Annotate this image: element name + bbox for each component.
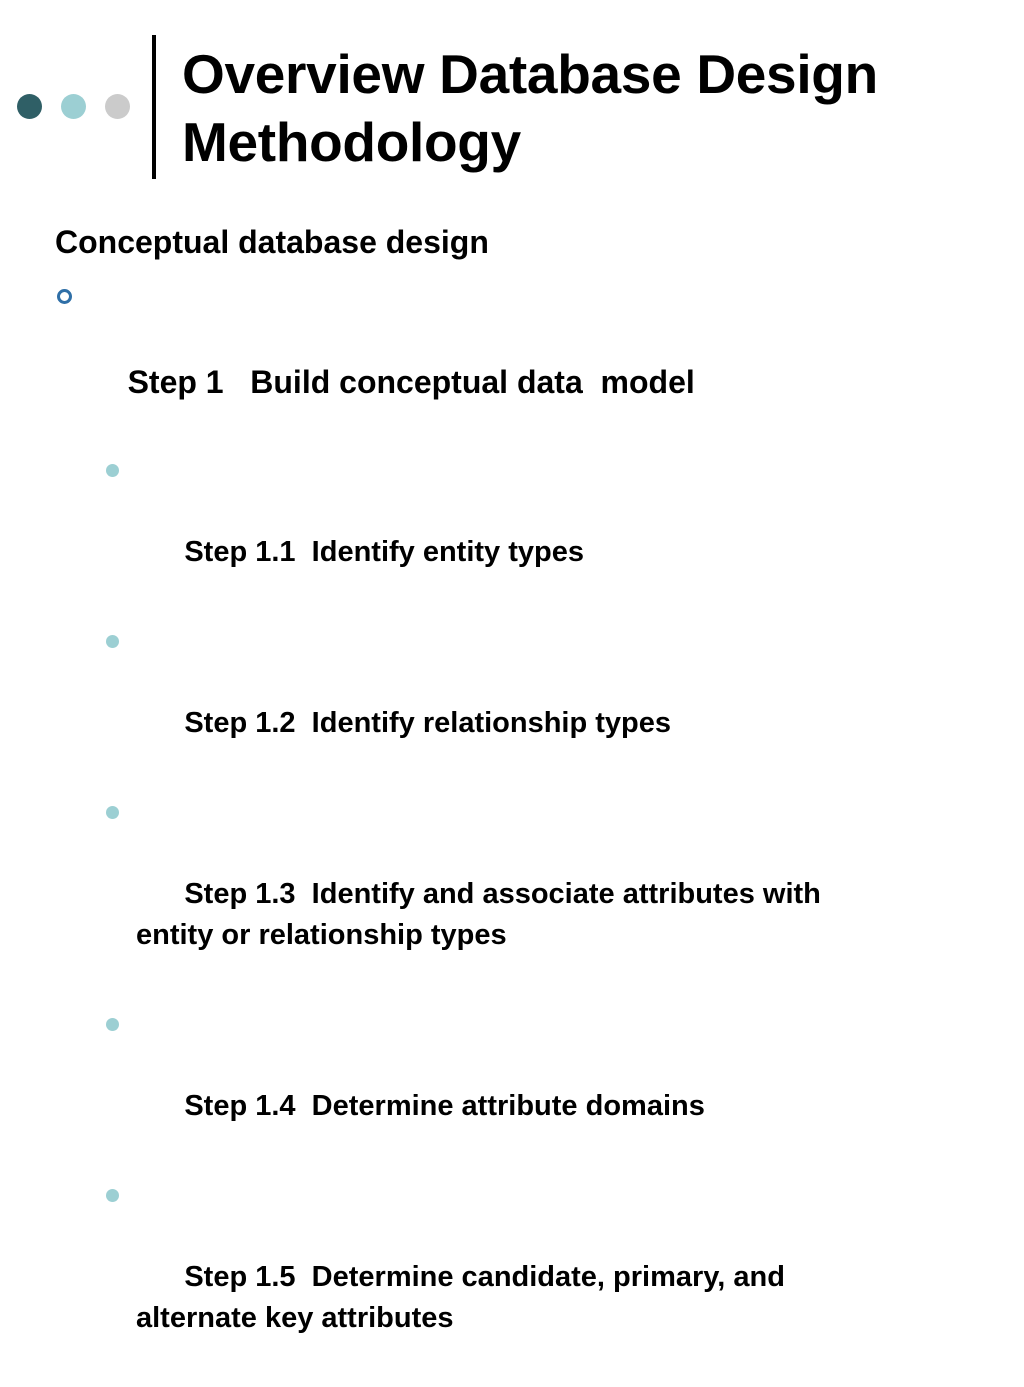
step-item: [55, 272, 975, 448]
title-line-2: Methodology: [182, 111, 521, 173]
gray-dot: [105, 94, 130, 119]
substep-label: Step 1.3 Identify and associate attributes with entity or relationship types: [136, 878, 829, 951]
substep-label: Step 1.5 Determine candidate, primary, and alternate key attributes: [136, 1261, 794, 1334]
bullet-icon: [106, 1189, 119, 1202]
substep-item: [136, 450, 896, 614]
ring-bullet-icon: [57, 289, 72, 304]
substep-label: Step 1.4 Determine attribute domains: [184, 1090, 705, 1122]
substep-item: [136, 1004, 896, 1168]
substep-item: [136, 621, 896, 785]
bullet-icon: [106, 806, 119, 819]
decorative-dots: [17, 94, 137, 120]
substep-label: Step 1.1 Identify entity types: [184, 536, 584, 568]
section-heading: Conceptual database design: [55, 224, 489, 260]
substep-label: Step 1.2 Identify relationship types: [184, 707, 672, 739]
dark-teal-dot: [17, 94, 42, 119]
substep-item: [136, 792, 896, 997]
step-label: Step 1 Build conceptual data model: [127, 364, 695, 400]
title-line-1: Overview Database Design: [182, 43, 878, 105]
substep-list: [55, 450, 975, 1380]
slide-body: [55, 218, 975, 1387]
slide-title: [182, 40, 1002, 176]
title-divider: [152, 35, 156, 179]
bullet-icon: [106, 464, 119, 477]
substep-item: [136, 1175, 896, 1380]
bullet-icon: [106, 635, 119, 648]
light-teal-dot: [61, 94, 86, 119]
bullet-icon: [106, 1018, 119, 1031]
